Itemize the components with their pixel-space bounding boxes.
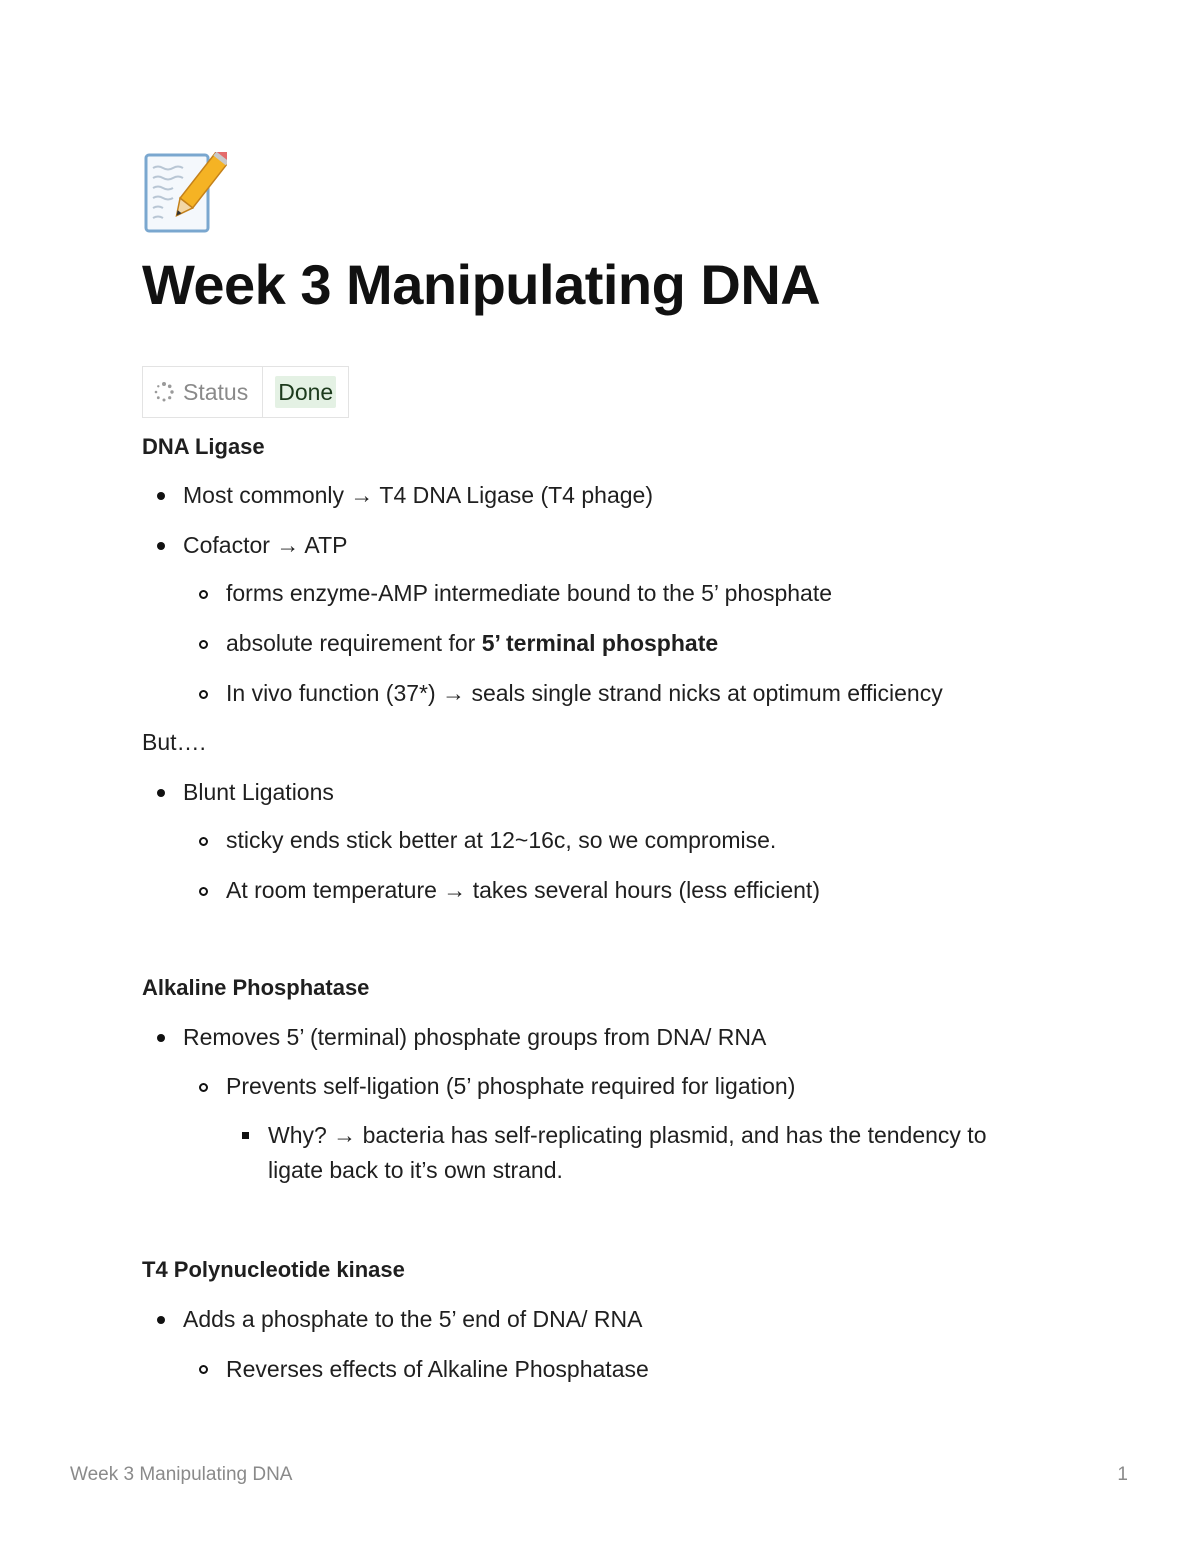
list-item: Removes 5’ (terminal) phosphate groups from DNA/ RNA (183, 1024, 767, 1050)
status-badge: Done (275, 376, 336, 408)
bullet-disc (157, 1316, 165, 1324)
page-title: Week 3 Manipulating DNA (142, 253, 821, 316)
bullet-circle (199, 887, 208, 896)
list-item: sticky ends stick better at 12~16c, so we compromise. (226, 827, 777, 853)
bullet-circle (199, 590, 208, 599)
status-label: Status (183, 378, 249, 405)
bullet-square (242, 1132, 249, 1139)
bullet-circle (199, 640, 208, 649)
list-item: Why? → bacteria has self-replicating plasmid, and has the tendency to (268, 1122, 987, 1148)
list-item: forms enzyme-AMP intermediate bound to the 5’ phosphate (226, 580, 833, 606)
bullet-circle (199, 690, 208, 699)
list-item: In vivo function (37*) → seals single strand nicks at optimum efficiency (226, 680, 943, 706)
list-item: Adds a phosphate to the 5’ end of DNA/ RNA (183, 1306, 643, 1332)
bullet-circle (199, 1365, 208, 1374)
list-item: At room temperature → takes several hours (less efficient) (226, 877, 820, 903)
status-property-value[interactable] (263, 367, 348, 417)
section-heading-alkaline-phosphatase: Alkaline Phosphatase (142, 975, 370, 1000)
section-heading-dna-ligase: DNA Ligase (142, 434, 265, 459)
section-heading-t4-kinase: T4 Polynucleotide kinase (142, 1257, 405, 1282)
list-item: Cofactor → ATP (183, 532, 348, 558)
paragraph: But…. (142, 729, 206, 755)
bullet-disc (157, 542, 165, 550)
footer-title: Week 3 Manipulating DNA (70, 1464, 293, 1485)
bullet-disc (157, 789, 165, 797)
properties-table (142, 366, 349, 418)
bullet-circle (199, 837, 208, 846)
list-item: Blunt Ligations (183, 779, 334, 805)
list-item-continuation: ligate back to it’s own strand. (268, 1157, 563, 1183)
footer-page-number: 1 (1117, 1464, 1128, 1485)
list-item: Most commonly → T4 DNA Ligase (T4 phage) (183, 482, 653, 508)
list-item-text: absolute requirement for (226, 630, 482, 656)
loading-status-icon (153, 381, 175, 403)
memo-pencil-icon (143, 152, 227, 234)
list-item: Reverses effects of Alkaline Phosphatase (226, 1356, 649, 1382)
list-item (226, 629, 718, 657)
bullet-circle (199, 1083, 208, 1092)
bullet-disc (157, 492, 165, 500)
status-property-name (143, 367, 263, 417)
bullet-disc (157, 1034, 165, 1042)
list-item-bold-text: 5’ terminal phosphate (481, 630, 719, 656)
list-item: Prevents self-ligation (5’ phosphate required for ligation) (226, 1073, 796, 1099)
